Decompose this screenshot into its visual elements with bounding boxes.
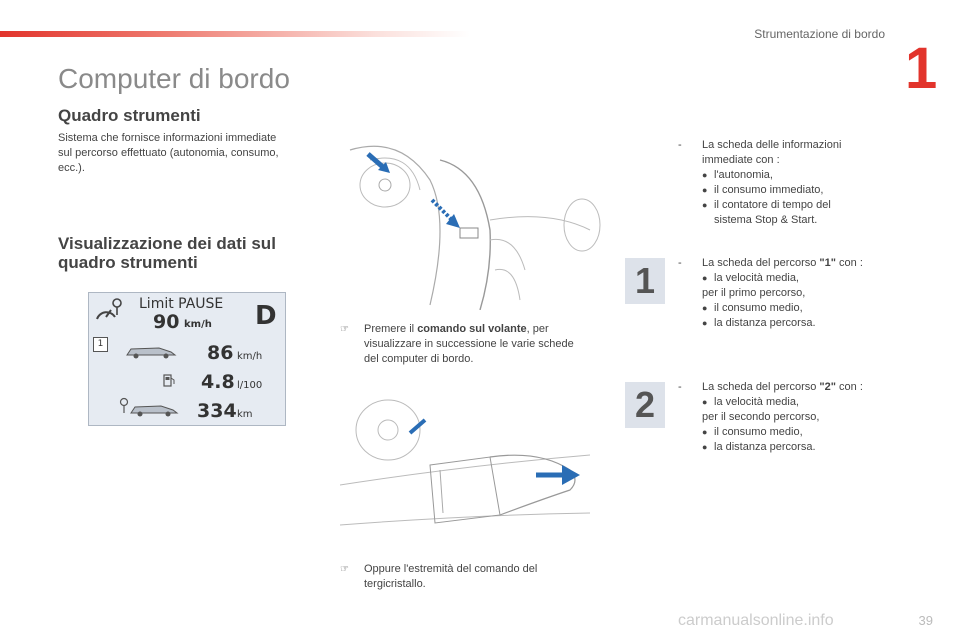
instruction-wiper-control: ☞ Oppure l'estremità del comando del tergicristallo.: [340, 563, 538, 590]
fuel-pump-icon: [163, 373, 175, 387]
car-distance-icon: [119, 397, 181, 419]
speed-limiter-icon: [93, 297, 123, 325]
consumption-unit: l/100: [237, 380, 263, 391]
limit-status: Limit PAUSE: [139, 296, 224, 312]
distance: 334: [197, 400, 237, 422]
heading-quadro: Quadro strumenti: [58, 106, 201, 125]
watermark: carmanualsonline.info: [678, 612, 834, 629]
page-number: 39: [918, 613, 933, 628]
current-speed: 90: [153, 311, 180, 333]
speed-unit: km/h: [184, 319, 212, 330]
page-title: Computer di bordo: [58, 63, 290, 94]
car-speed-icon: [121, 343, 179, 359]
trip-2-badge: 2: [625, 382, 665, 428]
distance-unit: km: [237, 409, 253, 420]
info-card-description: - La scheda delle informazioni immediate con : ● l'autonomia, ● il consumo immediato, ● il contatore di tempo del sistema Stop & Start.: [678, 138, 908, 228]
trip-1-badge: 1: [625, 258, 665, 304]
trip-tab-indicator: 1: [93, 337, 108, 352]
hand-pointer-icon: ☞: [340, 564, 349, 575]
fuel-consumption: 4.8: [201, 371, 235, 393]
quadro-text: Sistema che fornisce informazioni immediate sul percorso effettuato (autonomia, consumo, ecc.).: [58, 132, 279, 174]
section-title: Strumentazione di bordo: [754, 27, 885, 41]
header-accent-bar: [0, 31, 470, 37]
trip-2-description: - La scheda del percorso "2" con : ● la velocità media, per il secondo percorso, ● il consumo medio, ● la distanza percorsa.: [678, 380, 908, 455]
average-speed: 86: [207, 342, 234, 364]
average-speed-unit: km/h: [237, 351, 263, 362]
chapter-number: 1: [905, 36, 938, 101]
instruction-steering-control: ☞ Premere il comando sul volante, per visualizzare in successione le varie schede del computer di bordo.: [340, 323, 574, 365]
wiper-stalk-illustration: [340, 395, 602, 530]
steering-wheel-illustration: [340, 140, 602, 310]
instrument-display: [88, 292, 286, 426]
hand-pointer-icon: ☞: [340, 324, 349, 335]
heading-visualizzazione: Visualizzazione dei dati sul quadro strumenti: [58, 234, 276, 272]
gear-indicator: D: [255, 301, 277, 331]
trip-1-description: - La scheda del percorso "1" con : ● la velocità media, per il primo percorso, ● il consumo medio, ● la distanza percorsa.: [678, 256, 908, 331]
